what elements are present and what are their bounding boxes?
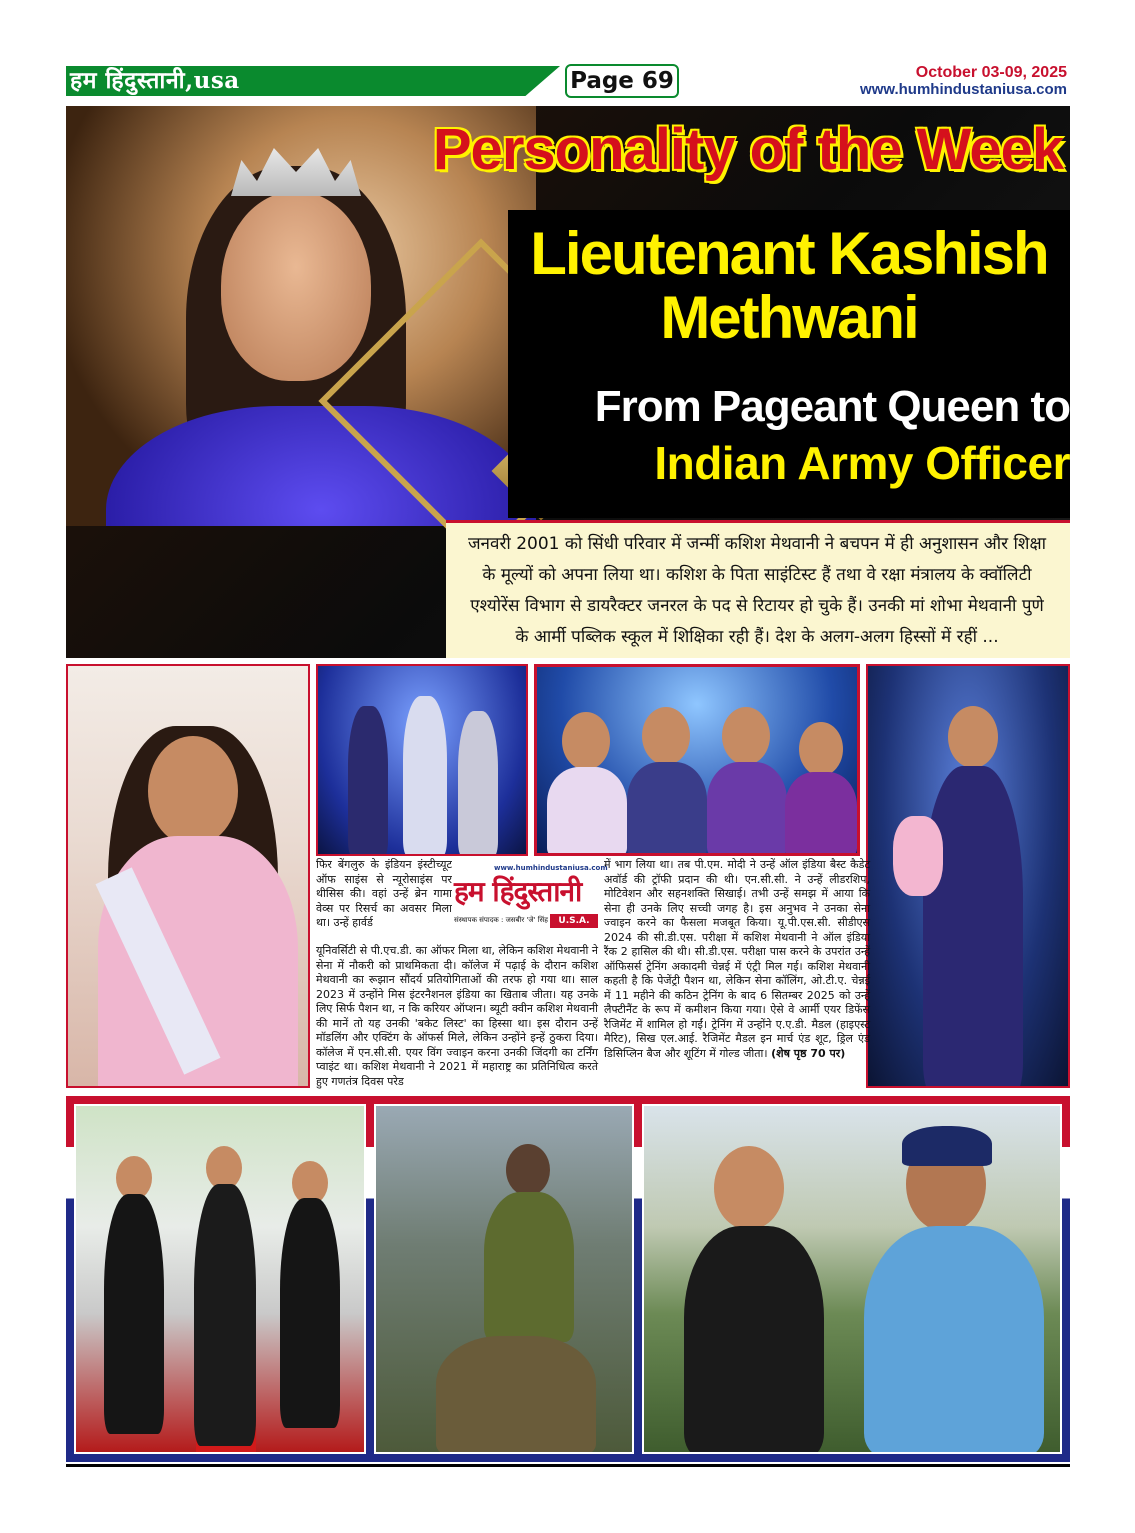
- photo-commissioning-officer: [642, 1104, 1062, 1454]
- article-column-a-top: फिर बेंगलुरु के इंडियन इंस्टीच्यूट ऑफ साइंस से न्यूरोसाइंस पर थीसिस की। वहां उन्हें ब्रेन गामा वेव्स पर रिसर्च का अवसर मिला था। उन्हें हार्वर्ड: [316, 858, 452, 929]
- logo-editor-credit: संस्थापक संपादक : जसबीर 'जे' सिंह: [454, 916, 548, 924]
- name-panel: [508, 210, 1070, 518]
- headline-subtitle-line1: From Pageant Queen to: [594, 382, 1070, 431]
- article-column-b: [604, 858, 870, 1061]
- continued-note: (शेष पृष्ठ 70 पर): [771, 1046, 846, 1060]
- intro-box: [446, 520, 1070, 658]
- photo-cadets-red-carpet: [74, 1104, 366, 1454]
- section-heading: Personality of the Week: [432, 117, 1064, 182]
- headline-name-line1: Lieutenant Kashish: [530, 220, 1048, 287]
- article-column-b-text: में भाग लिया था। तब पी.एम. मोदी ने उन्हें ऑल इंडिया बैस्ट कैडेट अवॉर्ड की ट्रॉफी प्रदान की थी। एन.सी.सी. ने उन्हें लीडरशिप, मोटिवेशन और सहनशक्ति सिखाई। तभी उन्हें समझ में आया कि सेना ही उनके लिए सच्ची जगह है। इस अनुभव ने उनका सेना ज्वाइन करने का फैसला मजबूत किया। यू.पी.एस.सी. सीडीएस 2024 की सी.डी.एस. परीक्षा में कशिश मेथवानी ने ऑल इंडिया रैंक 2 हासिल की थी। सी.डी.एस. परीक्षा पास करने के उपरांत उन्हें ऑफिसर्स ट्रेनिंग अकादमी चेन्नई में एंट्री मिल गई। कशिश मेथवानी कहती है कि पेजेंट्री पैशन था, लेकिन सेना कॉलिंग, ओ.टी.ए. चेन्नई में 11 महीने की कठिन ट्रेनिंग के बाद 6 सितम्बर 2025 को उन्हें लैफ्टीनैंट के रूप में कमीशन किया गया। ऐसे वे आर्मी एयर डिफेंस रैजिमेंट में शामिल हो गईं। ट्रेनिंग में उन्होंने ए.ए.डी. मैडल (हाइएस्ट मैरिट), सिख एल.आई. रैजिमेंट मैडल इन मार्च एंड शूट, ड्रिल एंड डिसिप्लिन बैज और शूटिंग में गोल्ड जीता।: [604, 858, 870, 1060]
- issue-date: October 03-09, 2025: [915, 64, 1067, 81]
- photo-sash-signing: [66, 664, 310, 1088]
- photo-crowning-stage: [316, 664, 528, 856]
- logo-title: हम हिंदुस्तानी: [454, 875, 582, 908]
- hero-section: [66, 106, 1070, 658]
- masthead-title: हम हिंदुस्तानी,usa: [70, 67, 240, 94]
- photo-field-training: [374, 1104, 634, 1454]
- intro-paragraph: जनवरी 2001 को सिंधी परिवार में जन्मीं कशिश मेथवानी ने बचपन में ही अनुशासन और शिक्षा के मूल्यों को अपना लिया था। कशिश के पिता साइंटिस्ट हैं तथा वे रक्षा मंत्रालय के क्वॉलिटी एश्योरेंस विभाग से डायरैक्टर जनरल के पद से रिटायर हो चुके हैं। उनकी मां शोभा मेथवानी पुणे के आर्मी पब्लिक स्कूल में शिक्षिका रही हैं। देश के अलग-अलग हिस्सों में रहीं ...: [467, 534, 1047, 647]
- article-column-a: यूनिवर्सिटी से पी.एच.डी. का ऑफर मिला था, लेकिन कशिश मेथवानी ने सेना में नौकरी को प्राथमिकता दी। कॉलेज में पढ़ाई के दौरान कशिश मेथवानी का रूझान सौंदर्य प्रतियोगिताओं की तरफ हो गया था। साल 2023 में उन्होंने मिस इंटरनैशनल इंडिया का खिताब जीता। यह उनके लिए सिर्फ पैशन था, न कि करियर ऑप्शन। ब्यूटी क्वीन कशिश मेथवानी की मानें तो यह उनकी 'बकेट लिस्ट' का हिस्सा था। इस दौरान उन्हें मॉडलिंग और एक्टिंग के ऑफर्स मिले, लेकिन उन्होंने इन्हें ठुकरा दिया। कॉलेज में एन.सी.सी. एयर विंग ज्वाइन करना उनकी जिंदगी का टर्निंग प्वाइंट था। कशिश मेथवानी ने 2021 में महाराष्ट्र का प्रतिनिधित्व करते हुए गणतंत्र दिवस परेड: [316, 944, 598, 1088]
- photo-sequin-gown: [866, 664, 1070, 1088]
- website-link[interactable]: www.humhindustaniusa.com: [860, 81, 1067, 98]
- headline-subtitle-line2: Indian Army Officer: [654, 437, 1070, 489]
- headline-name-line2: Methwani: [660, 284, 918, 351]
- page-number: Page 69: [565, 64, 679, 98]
- article-body: [316, 858, 870, 1090]
- paper-logo: [454, 862, 608, 940]
- page-bottom-rule: [66, 1464, 1070, 1467]
- photo-crowned-winners: [534, 664, 860, 856]
- logo-country-badge: U.S.A.: [550, 914, 598, 928]
- logo-url: www.humhindustaniusa.com: [494, 864, 608, 872]
